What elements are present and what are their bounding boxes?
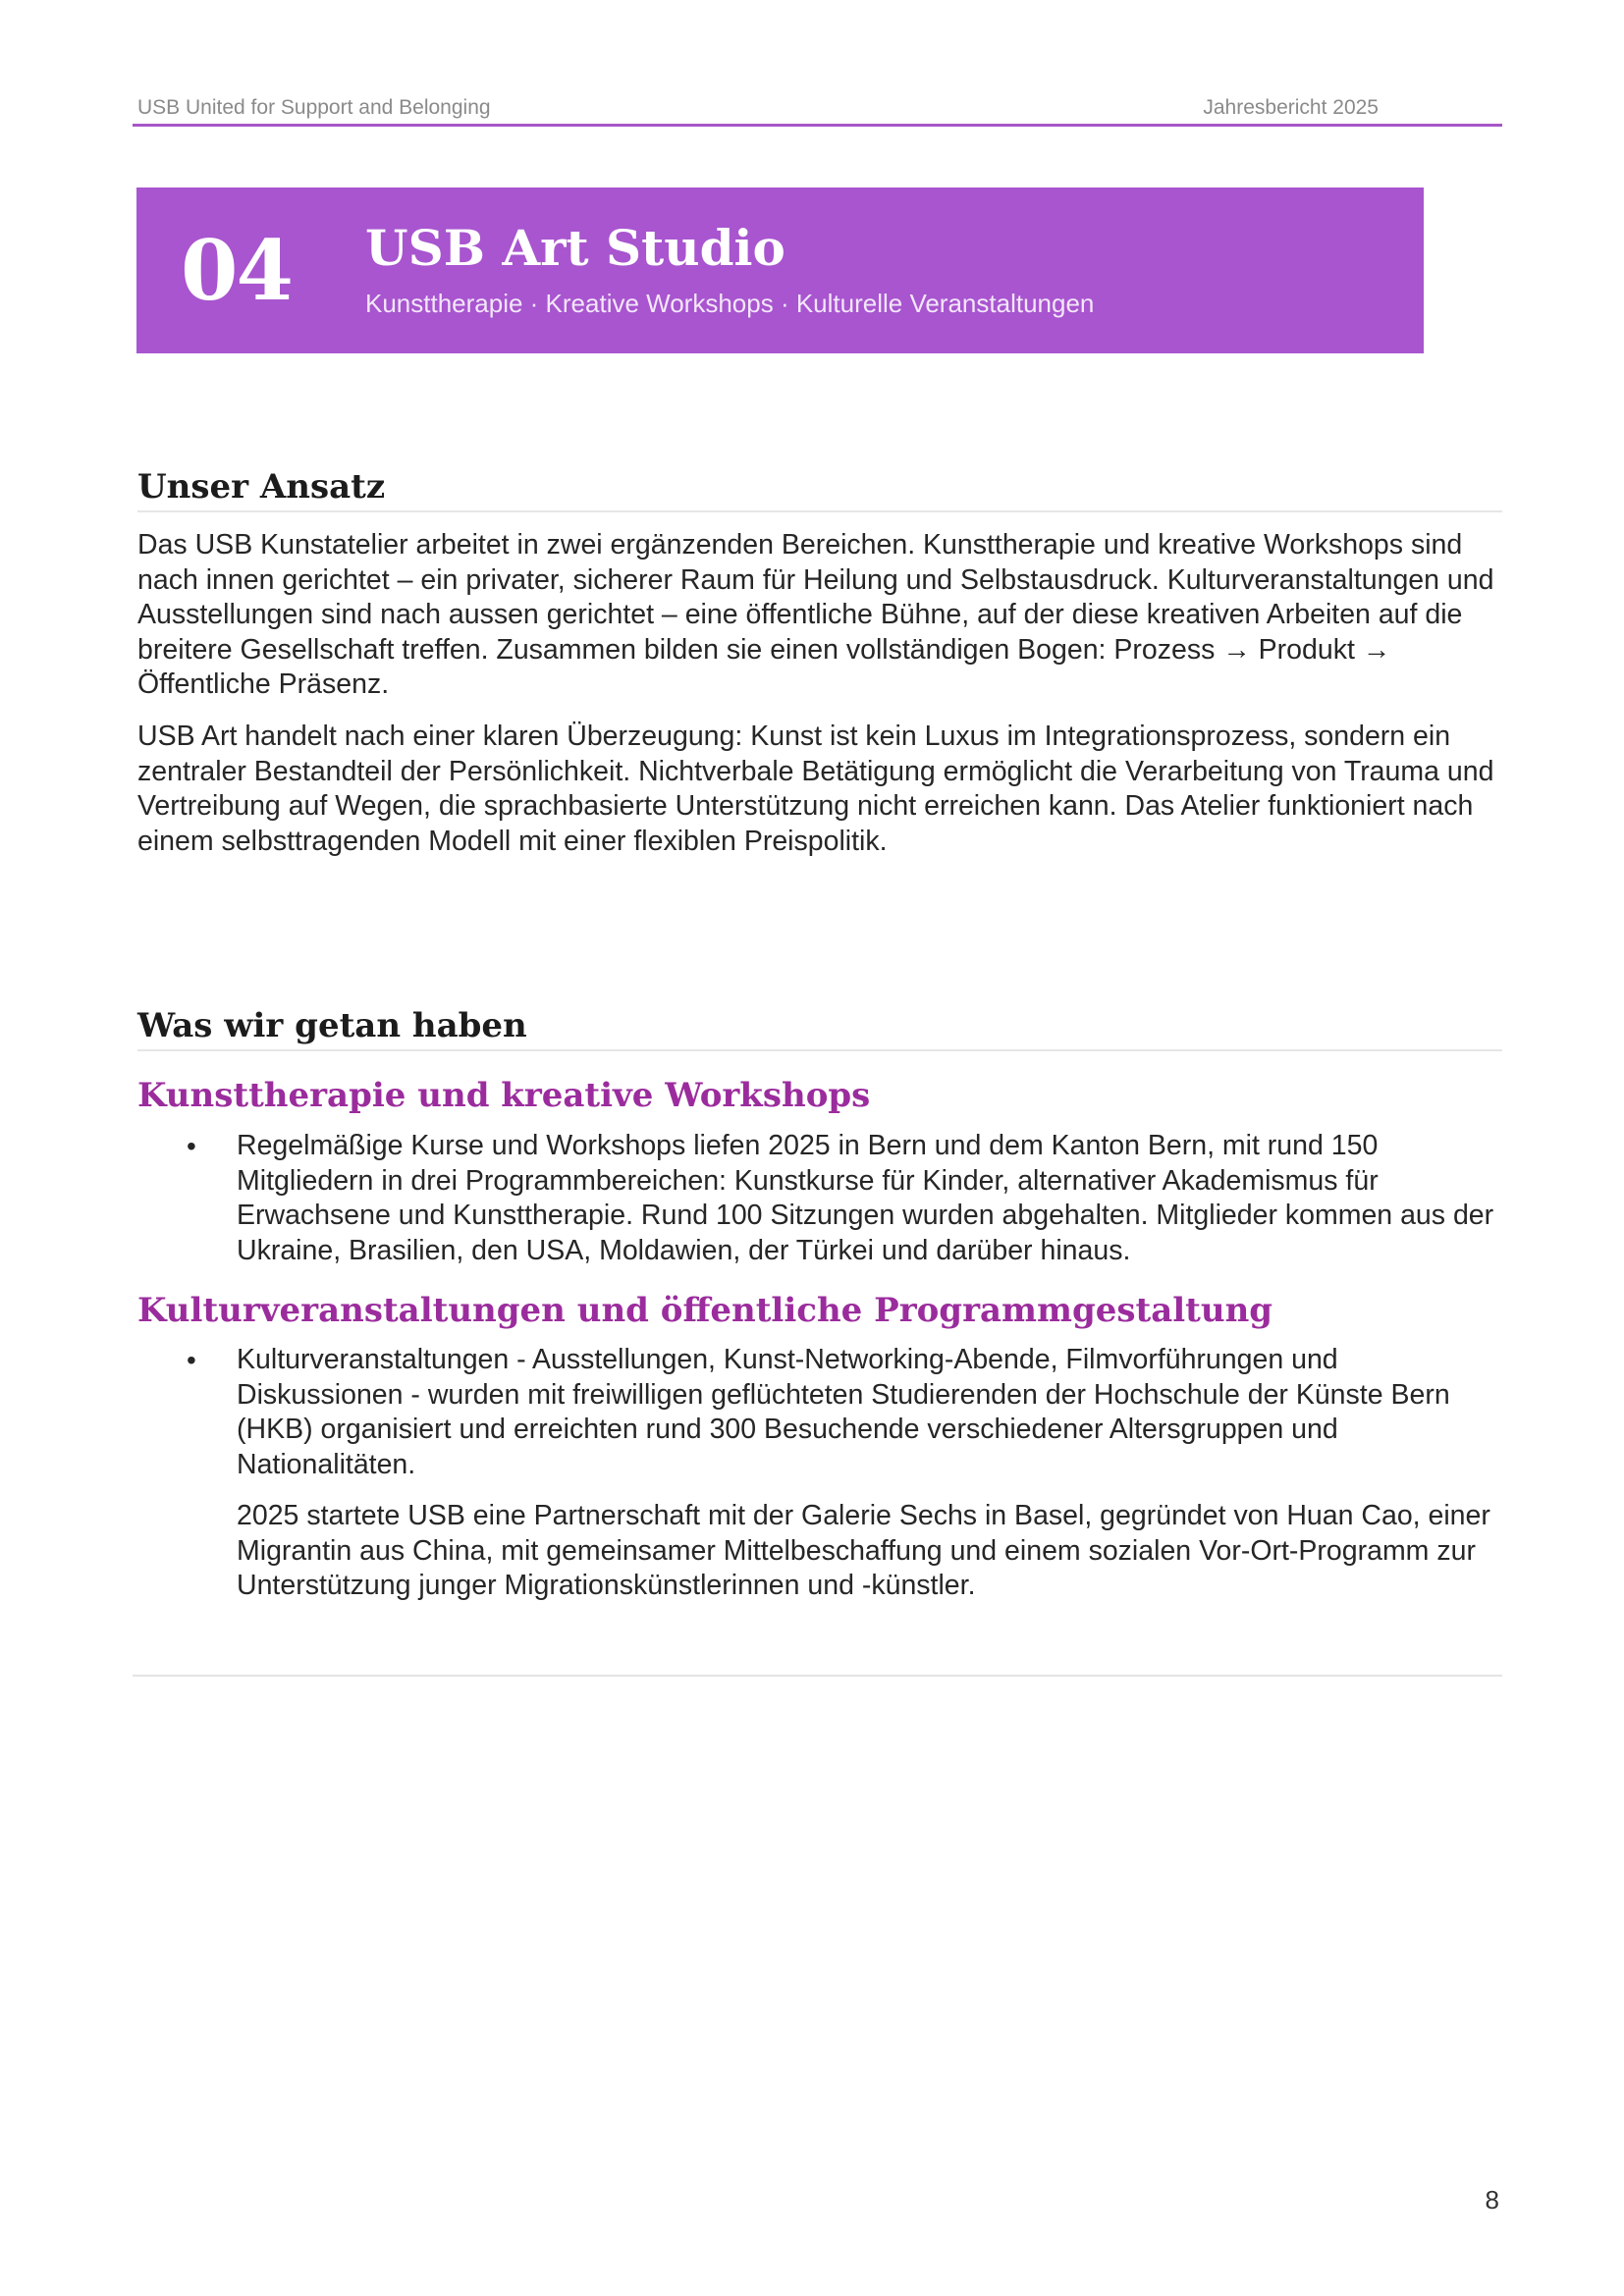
partnership-paragraph: 2025 startete USB eine Partnerschaft mit der Galerie Sechs in Basel, gegründet von Huan Cao, einer Migrantin aus China, mit gemeinsamer Mittelbeschaffung und einem sozialen Vor-Ort-Programm zur Unterstützung junger Migrationskünstlerinnen und -künstler. <box>237 1500 1490 1601</box>
chapter-subtitle: Kunsttherapie · Kreative Workshops · Kulturelle Veranstaltungen <box>365 289 1095 318</box>
bullet-art-therapy: Regelmäßige Kurse und Workshops liefen 2025 in Bern und dem Kanton Bern, mit rund 150 Mitgliedern in drei Programmbereichen: Kunstkurse für Kinder, alternativer Akademismus für Erwachsene und Kunsttherapie. Rund 100 Sitzungen wurden abgehalten. Mitglieder kommen aus der Ukraine, Brasilien, den USA, Moldawien, der Türkei und darüber hinaus. <box>237 1130 1494 1266</box>
chapter-number: 04 <box>181 222 292 319</box>
chapter-banner <box>136 187 1424 353</box>
header-org: USB United for Support and Belonging <box>137 96 491 119</box>
done-heading: Was wir getan haben <box>137 1006 1502 1051</box>
approach-paragraph-2: USB Art handelt nach einer klaren Überzeugung: Kunst ist kein Luxus im Integrationsprozess, sondern ein zentraler Bestandteil der Persönlichkeit. Nichtverbale Betätigung ermöglicht die Verarbeitung von Trauma und Vertreibung auf Wegen, die sprachbasierte Unterstützung nicht erreichen kann. Das Atelier funktioniert nach einem selbsttragenden Modell mit einer flexiblen Preispolitik. <box>137 721 1494 857</box>
page-header <box>133 96 1502 127</box>
section-title-art-therapy: Kunsttherapie und kreative Workshops <box>137 1076 871 1115</box>
bullet-cultural-events: Kulturveranstaltungen - Ausstellungen, Kunst-Networking-Abende, Filmvorführungen und Diskussionen - wurden mit freiwilligen geflüchteten Studierenden der Hochschule der Künste Bern (HKB) organisiert und erreichten rund 300 Besuchende verschiedener Altersgruppen und Nationalitäten. <box>237 1344 1450 1480</box>
page-number: 8 <box>1485 2185 1499 2215</box>
section-divider <box>133 1675 1502 1677</box>
bullet-marker: • <box>187 1131 196 1161</box>
bullet-marker: • <box>187 1345 196 1375</box>
approach-paragraph-1: Das USB Kunstatelier arbeitet in zwei ergänzenden Bereichen. Kunsttherapie und kreative Workshops sind nach innen gerichtet – ein privater, sicherer Raum für Heilung und Selbstausdruck. Kulturveranstaltungen und Ausstellungen sind nach aussen gerichtet – eine öffentliche Bühne, auf der diese kreativen Arbeiten auf die breitere Gesellschaft treffen. Zusammen bilden sie einen vollständigen Bogen: Prozess → Produkt → Öffentliche Präsenz. <box>137 529 1494 700</box>
approach-heading: Unser Ansatz <box>137 467 1502 512</box>
header-report: Jahresbericht 2025 <box>1203 96 1379 119</box>
section-title-cultural-events: Kulturveranstaltungen und öffentliche Programmgestaltung <box>137 1291 1273 1330</box>
chapter-title: USB Art Studio <box>365 219 785 277</box>
